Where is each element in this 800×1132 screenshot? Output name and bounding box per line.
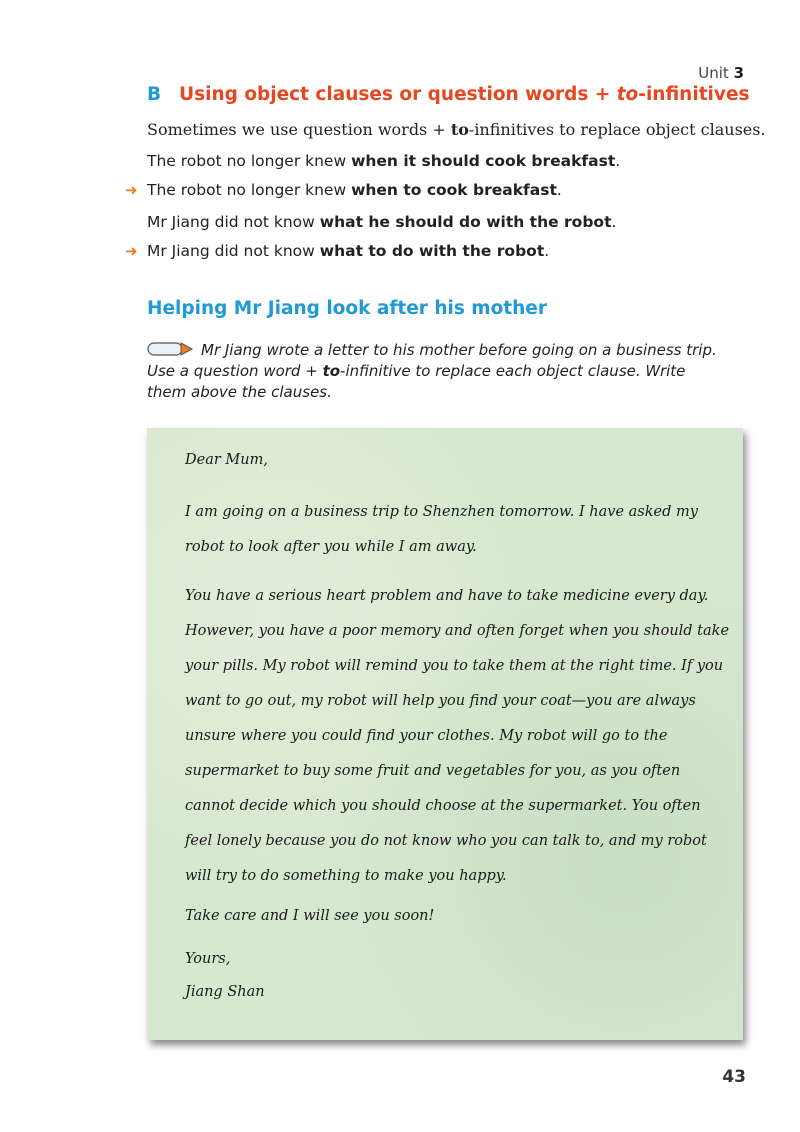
letter-paper <box>147 428 743 1040</box>
section-letter: B <box>147 84 162 105</box>
letter-closing: Yours, <box>185 951 231 967</box>
example-sentence-1: The robot no longer knew when it should cook breakfast. <box>147 152 621 170</box>
example-sentence-2: The robot no longer knew when to cook breakfast. <box>147 181 562 199</box>
unit-label: Unit 3 <box>698 64 744 82</box>
page-number: 43 <box>722 1067 746 1087</box>
pencil-icon <box>147 342 193 356</box>
letter-signature: Jiang Shan <box>185 984 265 1000</box>
arrow-icon: ➜ <box>125 242 138 260</box>
activity-instruction: Mr Jiang wrote a letter to his mother before going on a business trip. Use a question word + to-infinitive to replace each object clause. Write them above the clauses. <box>147 341 717 401</box>
letter-paragraph: I am going on a business trip to Shenzhen tomorrow. I have asked my robot to look after you while I am away. <box>185 504 698 555</box>
letter-paragraph: You have a serious heart problem and have to take medicine every day. However, you have a poor memory and often forget when you should take your pills. My robot will remind you to take them at the right time. If you want to go out, my robot will help you find your coat—you are always unsure where you could find your clothes. My robot will go to the supermarket to buy some fruit and vegetables for you, as you often cannot decide which you should choose at the supermarket. You often feel lonely because you do not know who you can talk to, and my robot will try to do something to make you happy. <box>185 588 730 884</box>
example-sentence-3: Mr Jiang did not know what he should do with the robot. <box>147 213 617 231</box>
activity-title: Helping Mr Jiang look after his mother <box>147 298 547 319</box>
intro-text: Sometimes we use question words + to-infinitives to replace object clauses. <box>147 120 766 139</box>
unit-number: 3 <box>733 64 744 82</box>
letter-body <box>185 452 730 1000</box>
letter-greeting: Dear Mum, <box>185 452 268 468</box>
section-title: B Using object clauses or question words + to-infinitives <box>147 84 750 105</box>
arrow-icon: ➜ <box>125 181 138 199</box>
letter-paragraph: Take care and I will see you soon! <box>185 908 435 924</box>
example-sentence-4: Mr Jiang did not know what to do with the robot. <box>147 242 550 260</box>
